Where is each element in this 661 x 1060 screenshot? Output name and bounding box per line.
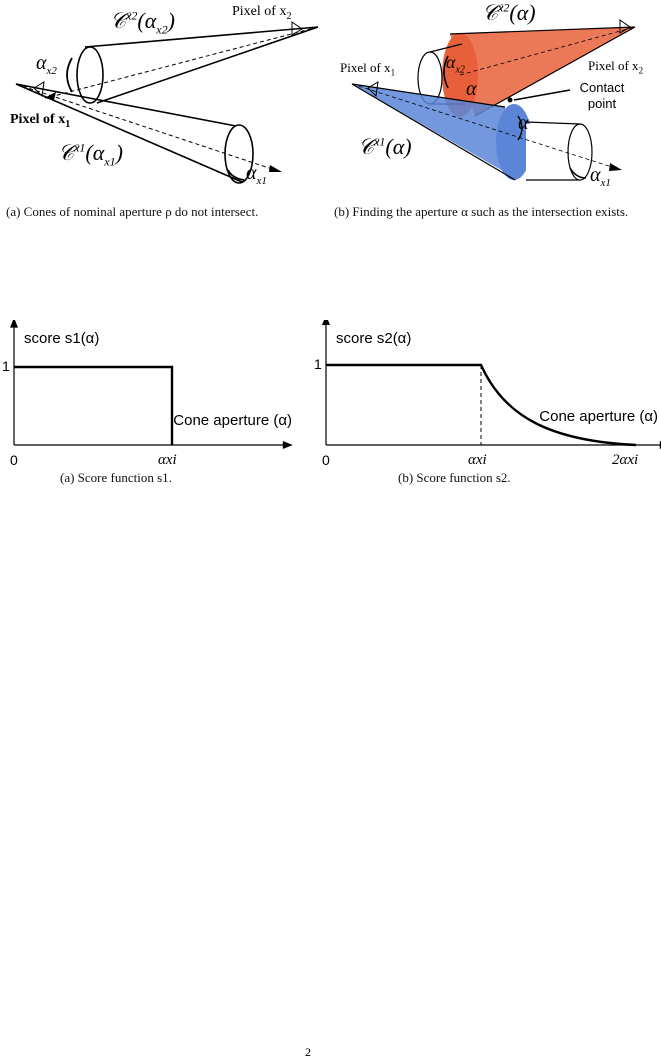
chart-b-xlabel: Cone aperture (α): [539, 408, 658, 425]
arrowhead-x2-icon: [44, 92, 56, 100]
contact-point-arrow: [514, 90, 570, 100]
arrowhead-x1-icon: [269, 165, 282, 172]
contact-point-marker: [508, 98, 513, 103]
chart-a-xtick-0: 0: [10, 452, 18, 468]
x-axis-arrow-icon: [283, 441, 293, 449]
caption-figure-b: (b) Finding the aperture α such as the intersection exists.: [334, 204, 629, 219]
chart-a-ylabel: score s1(α): [24, 330, 100, 347]
alpha-x1-label-a: $\alpha_{x1}$: [246, 162, 267, 187]
pixel-x1-label-b: Pixel of $x_1$: [340, 60, 396, 78]
alpha-x2-label-b: $\alpha_{x2}$: [446, 52, 465, 76]
score-series-line: [326, 365, 636, 445]
pixel-x2-label-b: Pixel of $x_2$: [588, 58, 644, 76]
chart-b-xtick-0: 0: [322, 452, 330, 468]
alpha-x2-label-a: $\alpha_{x2}$: [36, 52, 57, 77]
aperture-arc-x2: [67, 58, 72, 92]
aperture-arc-x1: [228, 170, 244, 180]
chart-a-xlabel: Cone aperture (α): [173, 412, 292, 429]
cone-x2-label-a: $𝒞^{x2}(\alpha_{x2})$: [110, 8, 175, 37]
alpha-x1-label-b: $\alpha_{x1}$: [590, 164, 611, 189]
cone-x2-label-b: 𝒞$^{x2}$(α): [482, 0, 536, 25]
cone-x1-label-b: 𝒞$^{x1}$(α): [358, 134, 412, 159]
cone-x1-label-a: $𝒞^{x1}(\alpha_{x1})$: [58, 140, 123, 169]
chart-a-xtick-alpha: αxi: [158, 452, 177, 468]
caption-chart-b: (b) Score function s2.: [398, 470, 511, 485]
caption-chart-a: (a) Score function s1.: [60, 470, 172, 485]
y-axis-arrow-icon: [322, 320, 330, 325]
alpha-label-b: α: [466, 78, 477, 100]
pixel-x2-label-a: Pixel of $x_2$: [232, 4, 292, 22]
chart-b-ylabel: score s2(α): [336, 330, 412, 347]
caption-figure-a: (a) Cones of nominal aperture ρ do not intersect.: [6, 204, 259, 219]
arrowhead-x1-b-icon: [609, 163, 622, 171]
chart-b-xtick-2alpha: 2αxi: [612, 452, 639, 468]
page-number: 2: [305, 1045, 311, 1059]
alpha2-label-b: α: [518, 112, 529, 134]
score-series-line: [14, 367, 172, 445]
pixel-x1-label-a: Pixel of $x_1$: [10, 112, 71, 130]
y-axis-arrow-icon: [10, 320, 18, 328]
chart-b-ytick-1: 1: [314, 356, 322, 372]
chart-b-xtick-alpha: αxi: [468, 452, 487, 468]
axis-x2-dashed: [50, 27, 318, 97]
chart-a-ytick-1: 1: [2, 358, 10, 374]
cone-x2-a: [77, 27, 318, 103]
contact-point-label: Contact point: [579, 80, 625, 111]
cylinder-x1-b: [526, 122, 592, 180]
